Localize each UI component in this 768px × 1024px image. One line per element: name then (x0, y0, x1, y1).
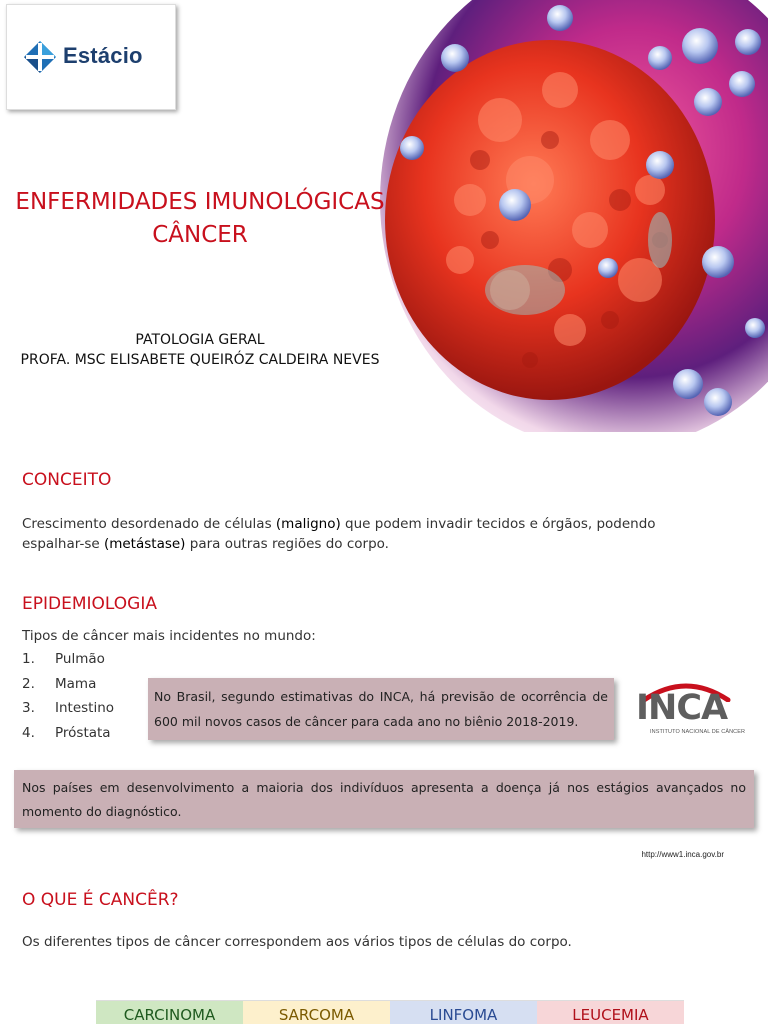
title-line-2: CÂNCER (152, 222, 248, 248)
estacio-logo (6, 4, 176, 110)
subtitle-professor: PROFA. MSC ELISABETE QUEIRÓZ CALDEIRA NEVES (20, 352, 380, 368)
inca-logo (636, 678, 746, 740)
source-url: http://www1.inca.gov.br (641, 850, 724, 859)
content-slide (0, 432, 768, 1024)
title-line-1: ENFERMIDADES IMUNOLÓGICAS (15, 189, 385, 215)
conceito-term-maligno: (maligno) (275, 516, 341, 532)
epidemiologia-heading: EPIDEMIOLOGIA (22, 594, 157, 614)
conceito-text-a: Crescimento desordenado de células (22, 516, 276, 532)
conceito-text (22, 514, 722, 554)
slide-subtitle (0, 330, 400, 370)
category-sarcoma: SARCOMA (243, 1000, 390, 1024)
list-number: 4. (22, 724, 35, 741)
category-linfoma: LINFOMA (390, 1000, 537, 1024)
inca-logo-subtitle: INSTITUTO NACIONAL DE CÂNCER (650, 729, 746, 735)
list-label: Próstata (55, 724, 111, 741)
list-number: 2. (22, 675, 35, 692)
conceito-text-c: para outras regiões do corpo. (185, 536, 389, 552)
oque-heading: O QUE É CANCÊR? (22, 890, 179, 910)
conceito-term-metastase: (metástase) (103, 536, 186, 552)
conceito-text-b: que podem invadir tecidos e órgãos, podendo espalhar-se (22, 516, 656, 552)
list-label: Intestino (55, 700, 115, 716)
list-number: 1. (22, 651, 35, 667)
conceito-heading: CONCEITO (22, 470, 112, 490)
cancer-categories (96, 1000, 684, 1024)
subtitle-course: PATOLOGIA GERAL (135, 332, 265, 348)
list-item (22, 696, 114, 721)
list-item (22, 721, 114, 746)
list-item (22, 672, 114, 697)
category-carcinoma: CARCINOMA (96, 1000, 243, 1024)
cancer-type-list (22, 647, 114, 745)
category-leucemia: LEUCEMIA (537, 1000, 684, 1024)
developing-countries-box: Nos países em desenvolvimento a maioria dos indivíduos apresenta a doença já nos estágios avançados no momento do diagnóstico. (14, 770, 754, 828)
oque-text: Os diferentes tipos de câncer correspondem aos vários tipos de células do corpo. (22, 934, 572, 950)
slide-title (0, 186, 400, 252)
list-number: 3. (22, 700, 35, 716)
list-label: Pulmão (55, 651, 105, 667)
epidemiologia-intro: Tipos de câncer mais incidentes no mundo: (22, 628, 316, 644)
list-item (22, 647, 114, 672)
logo-text: Estácio (63, 43, 143, 68)
cancer-cell-illustration (360, 0, 768, 432)
list-label: Mama (55, 675, 97, 692)
estacio-diamond-icon (23, 40, 57, 74)
inca-logo-text: INCA (636, 688, 728, 728)
brazil-estimate-box: No Brasil, segundo estimativas do INCA, há previsão de ocorrência de 600 mil novos casos de câncer para cada ano no biênio 2018-2019. (148, 678, 614, 740)
title-slide (0, 0, 768, 432)
